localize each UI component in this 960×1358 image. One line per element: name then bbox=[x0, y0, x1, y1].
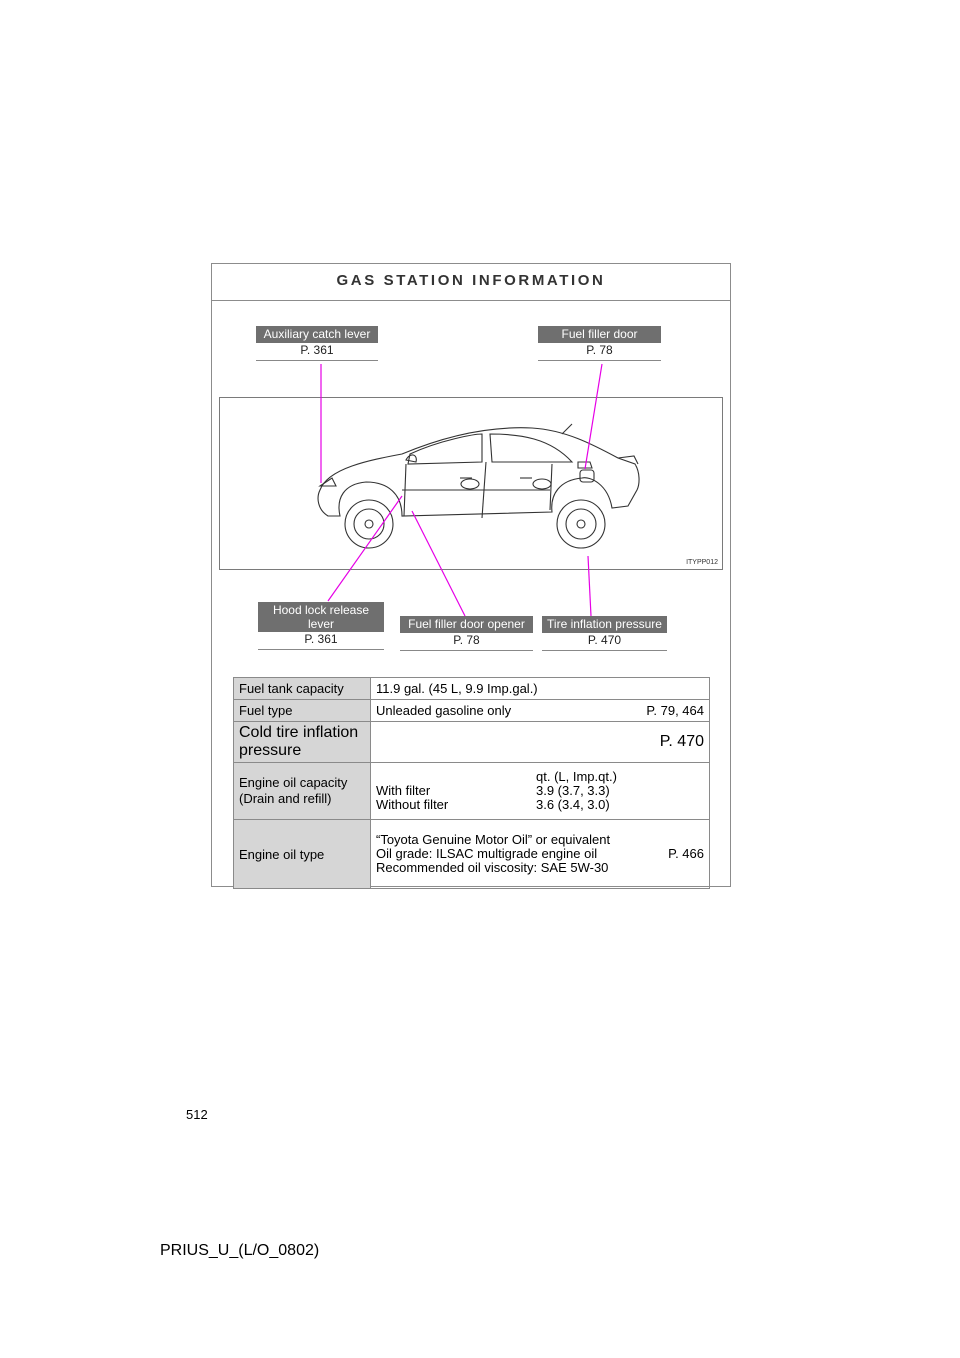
table-row bbox=[234, 722, 710, 763]
document-id: PRIUS_U_(L/O_0802) bbox=[160, 1242, 320, 1259]
callout-label: Fuel filler door bbox=[538, 326, 661, 343]
engine-oil-type-cell bbox=[371, 820, 710, 889]
callout-page-ref[interactable]: P. 78 bbox=[400, 633, 533, 651]
oil-type-line1: “Toyota Genuine Motor Oil” or equivalent bbox=[376, 832, 611, 847]
oil-type-line3: Recommended oil viscosity: SAE 5W-30 bbox=[376, 860, 609, 875]
oil-type-line2: Oil grade: ILSAC multigrade engine oil bbox=[376, 846, 598, 861]
with-filter-label: With filter bbox=[376, 783, 431, 798]
table-row bbox=[234, 820, 710, 889]
engine-oil-capacity-label: Engine oil capacity (Drain and refill) bbox=[234, 763, 371, 820]
leader-lines bbox=[212, 264, 730, 684]
section-title: GAS STATION INFORMATION bbox=[212, 264, 730, 301]
leader-line-tire-pressure bbox=[588, 556, 591, 616]
cold-tire-label: Cold tire inflation pressure bbox=[234, 722, 371, 763]
oil-type-page-ref[interactable]: P. 466 bbox=[668, 846, 704, 861]
callout-label: Auxiliary catch lever bbox=[256, 326, 378, 343]
with-filter-value: 3.9 (3.7, 3.3) bbox=[536, 783, 610, 798]
engine-oil-capacity-cell bbox=[371, 763, 710, 820]
leader-line-hood-lock bbox=[328, 496, 402, 601]
fuel-info-table bbox=[233, 677, 710, 889]
callout-page-ref[interactable]: P. 361 bbox=[256, 343, 378, 361]
engine-oil-type-label: Engine oil type bbox=[234, 820, 371, 889]
gas-station-info-panel bbox=[211, 263, 731, 887]
callout-page-ref[interactable]: P. 470 bbox=[542, 633, 667, 651]
figure-code: ITYPP012 bbox=[686, 559, 718, 566]
fuel-type-page-ref[interactable]: P. 79, 464 bbox=[646, 703, 704, 718]
callout-page-ref[interactable]: P. 78 bbox=[538, 343, 661, 361]
fuel-type-cell bbox=[371, 700, 710, 722]
leader-line-fuel-filler-door bbox=[585, 364, 602, 469]
callout-page-ref[interactable]: P. 361 bbox=[258, 632, 384, 650]
table-row bbox=[234, 700, 710, 722]
leader-line-fuel-door-opener bbox=[412, 511, 465, 616]
callout-label: Tire inflation pressure bbox=[542, 616, 667, 633]
page-number: 512 bbox=[186, 1107, 208, 1122]
fuel-type-label: Fuel type bbox=[234, 700, 371, 722]
oil-unit-header: qt. (L, Imp.qt.) bbox=[536, 769, 617, 784]
fuel-tank-label: Fuel tank capacity bbox=[234, 678, 371, 700]
fuel-tank-value: 11.9 gal. (45 L, 9.9 Imp.gal.) bbox=[371, 678, 710, 700]
callout-label: Hood lock release lever bbox=[258, 602, 384, 632]
cold-tire-page-ref[interactable]: P. 470 bbox=[371, 722, 710, 763]
without-filter-value: 3.6 (3.4, 3.0) bbox=[536, 797, 610, 812]
table-row bbox=[234, 763, 710, 820]
callout-label: Fuel filler door opener bbox=[400, 616, 533, 633]
fuel-type-value: Unleaded gasoline only bbox=[376, 703, 512, 718]
without-filter-label: Without filter bbox=[376, 797, 449, 812]
table-row bbox=[234, 678, 710, 700]
